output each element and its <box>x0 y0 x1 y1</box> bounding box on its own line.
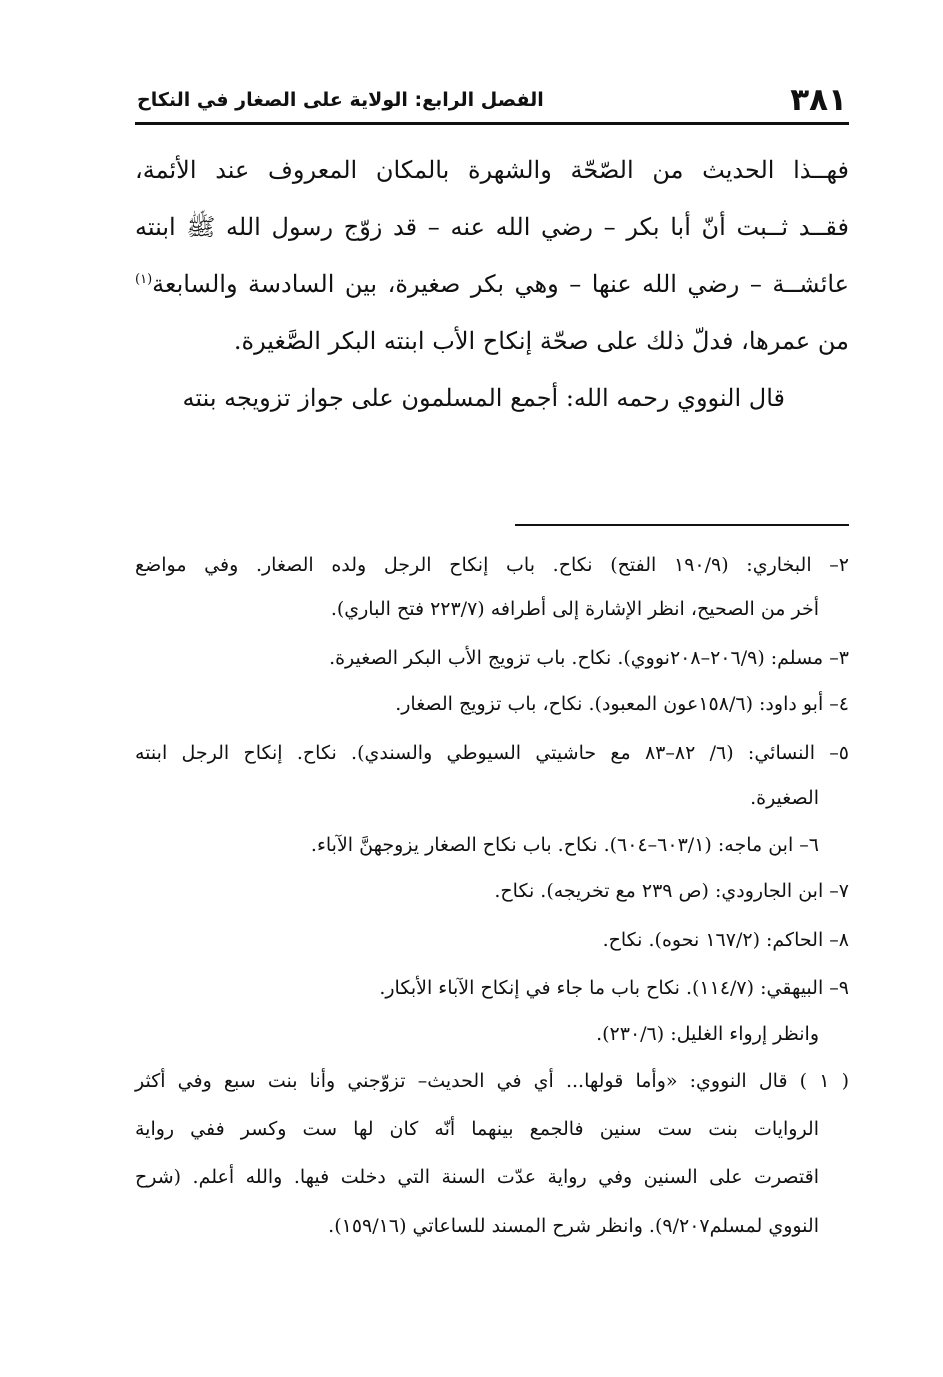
footnote-line: ٢– البخاري: (١٩٠/٩ الفتح) نكاح. باب إنكاح الرجل ولده الصغار. وفي مواضع <box>135 554 849 576</box>
chapter-title: الفصل الرابع: الولاية على الصغار في النكاح <box>137 89 544 111</box>
body-line: من عمرها، فدلّ ذلك على صحّة إنكاح الأب ابنته البكر الصَّغيرة. <box>233 327 849 355</box>
footnote-line: ٦– ابن ماجه: (٦٠٣/١–٦٠٤). نكاح. باب نكاح الصغار يزوجهنَّ الآباء. <box>310 834 819 856</box>
footnote-line: اقتصرت على السنين وفي رواية عدّت السنة التي دخلت فيها. والله أعلم. (شرح <box>135 1166 819 1188</box>
body-line: قال النووي رحمه الله: أجمع المسلمون على جواز تزويجه بنته <box>182 384 785 412</box>
footnote-line: ٥– النسائي: (٦/ ٨٢–٨٣ مع حاشيتي السيوطي والسندي). نكاح. إنكاح الرجل ابنته <box>135 742 849 764</box>
footnote-line: ٧– ابن الجارودي: (ص ٢٣٩ مع تخريجه). نكاح. <box>494 880 849 902</box>
footnote-line: ( ١ ) قال النووي: «وأما قولها... أي في الحديث– تزوّجني وأنا بنت سبع وفي أكثر <box>135 1070 850 1092</box>
footnote-line: النووي لمسلم٩/٢٠٧). وانظر شرح المسند للساعاتي (١٥٩/١٦). <box>328 1215 819 1237</box>
footnote-line: الروايات بنت ست سنين فالجمع بينهما أنّه كان لها ست وكسر ففي رواية <box>135 1118 819 1140</box>
footnote-separator <box>515 524 849 526</box>
page-header <box>135 80 849 125</box>
page-number: ٣٨١ <box>790 82 847 118</box>
footnote-line: ٩– البيهقي: (١١٤/٧). نكاح باب ما جاء في إنكاح الآباء الأبكار. <box>379 977 849 999</box>
main-text <box>135 142 849 427</box>
footnote-line: أخر من الصحيح، انظر الإشارة إلى أطرافه (٢٢٣/٧ فتح الباري). <box>330 598 819 620</box>
body-line-with-footnote <box>135 256 849 313</box>
footnote-line: وانظر إرواء الغليل: (٢٣٠/٦). <box>596 1023 819 1045</box>
footnote-marker: (١) <box>135 272 153 287</box>
footnote-line: ٣– مسلم: (٢٠٦/٩–٢٠٨نووي). نكاح. باب تزويج الأب البكر الصغيرة. <box>329 647 849 669</box>
body-line: عائشــة – رضي الله عنها – وهي بكر صغيرة، بين السادسة والسابعة <box>152 270 849 298</box>
body-line: فهــذا الحديث من الصّحّة والشهرة بالمكان المعروف عند الأئمة، <box>135 156 849 184</box>
footnote-line: الصغيرة. <box>750 787 819 809</box>
footnote-line: ٤– أبو داود: (١٥٨/٦عون المعبود). نكاح، باب تزويج الصغار. <box>395 693 849 715</box>
footnote-line: ٨– الحاكم: (١٦٧/٢ نحوه). نكاح. <box>602 929 849 951</box>
body-line: فقــد ثــبت أنّ أبا بكر – رضي الله عنه – قد زوّج رسول الله ﷺ ابنته <box>135 213 849 241</box>
